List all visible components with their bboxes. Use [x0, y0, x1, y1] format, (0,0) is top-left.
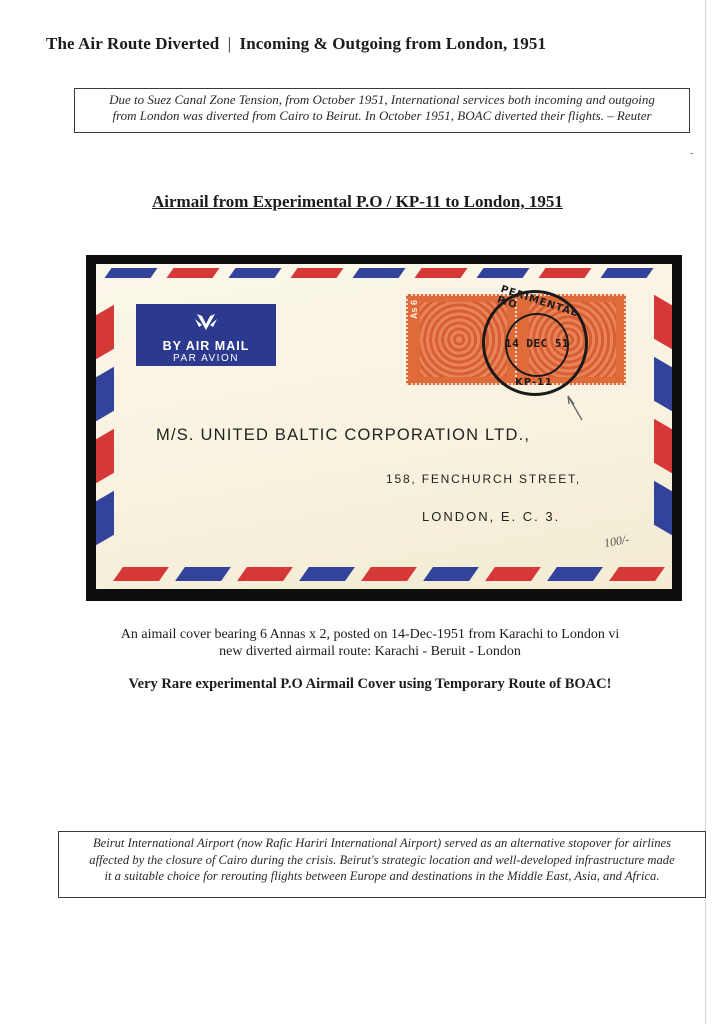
address-line2: 158, FENCHURCH STREET, — [386, 472, 581, 486]
airmail-border-stripe — [175, 567, 231, 581]
airmail-border-stripe — [113, 567, 169, 581]
postmark — [482, 283, 588, 396]
pencil-price-note: 100/- — [602, 531, 631, 551]
airmail-label-line1: BY AIR MAIL — [162, 339, 250, 353]
page-title — [46, 34, 546, 54]
cover-caption-line2: new diverted airmail route: Karachi - Beruit - London — [219, 644, 521, 659]
airmail-border-stripe — [166, 268, 219, 278]
airmail-border-stripe — [96, 491, 114, 545]
rarity-highlight: Very Rare experimental P.O Airmail Cover using Temporary Route of BOAC! — [128, 676, 612, 692]
airmail-border-stripe — [654, 481, 672, 535]
airmail-border-stripe — [290, 268, 343, 278]
airmail-border-stripe — [654, 295, 672, 349]
address-line3: LONDON, E. C. 3. — [422, 509, 561, 524]
wings-svg — [191, 310, 221, 332]
airmail-label-line2: PAR AVION — [173, 353, 239, 364]
footer-note-line3: it a suitable choice for rerouting flights between Europe and destinations in the Middle East, Asia, and Africa. — [104, 869, 660, 883]
airmail-border-stripe — [361, 567, 417, 581]
airmail-border-stripe — [96, 367, 114, 421]
pencil-arrow-icon — [566, 394, 586, 424]
stamp-value: As 6 — [409, 300, 419, 320]
page-title-separator: | — [227, 34, 232, 53]
footer-note-box — [58, 831, 706, 898]
intro-note-box — [74, 88, 690, 133]
airmail-border-stripe — [104, 268, 157, 278]
airmail-border-stripe — [654, 419, 672, 473]
wings-icon — [136, 310, 276, 335]
airmail-border-stripe — [96, 429, 114, 483]
cover-caption-line1: An aimail cover bearing 6 Annas x 2, posted on 14-Dec-1951 from Karachi to London vi — [120, 627, 620, 642]
margin-tick — [690, 153, 693, 154]
airmail-envelope — [96, 264, 672, 589]
airmail-border-stripe — [609, 567, 665, 581]
cover-frame — [86, 255, 682, 601]
airmail-border-stripe — [547, 567, 603, 581]
airmail-border-stripe — [352, 268, 405, 278]
airmail-border-stripe — [476, 268, 529, 278]
airmail-border-stripe — [600, 268, 653, 278]
airmail-border-stripe — [228, 268, 281, 278]
airmail-label — [136, 304, 276, 366]
postmark-arc-text: PERIMENTAL P.O — [495, 283, 580, 320]
airmail-border-stripe — [96, 305, 114, 359]
page-title-part1: The Air Route Diverted — [46, 34, 220, 53]
airmail-border-stripe — [237, 567, 293, 581]
address-line1: M/S. UNITED BALTIC CORPORATION LTD., — [156, 426, 531, 444]
airmail-border-stripe — [299, 567, 355, 581]
section-subtitle: Airmail from Experimental P.O / KP-11 to London, 1951 — [152, 192, 563, 211]
intro-note-line2: from London was diverted from Cairo to Beirut. In October 1951, BOAC diverted their flights. – Reuter — [112, 108, 652, 123]
airmail-border-stripe — [654, 357, 672, 411]
intro-note-line1: Due to Suez Canal Zone Tension, from October 1951, International services both incoming and outgoing — [109, 92, 655, 107]
footer-note-line2: affected by the closure of Cairo during the crisis. Beirut's strategic location and well-developed infrastructure made — [89, 852, 675, 867]
postmark-office: KP-11 — [515, 377, 553, 388]
airmail-border-stripe — [414, 268, 467, 278]
postmark-date: 14 DEC 51 — [505, 337, 570, 350]
page-title-part2: Incoming & Outgoing from London, 1951 — [239, 34, 547, 53]
airmail-border-stripe — [538, 268, 591, 278]
airmail-border-stripe — [423, 567, 479, 581]
airmail-border-stripe — [485, 567, 541, 581]
footer-note-line1: Beirut International Airport (now Rafic Hariri International Airport) served as an alternative stopover for airlines — [92, 836, 672, 850]
